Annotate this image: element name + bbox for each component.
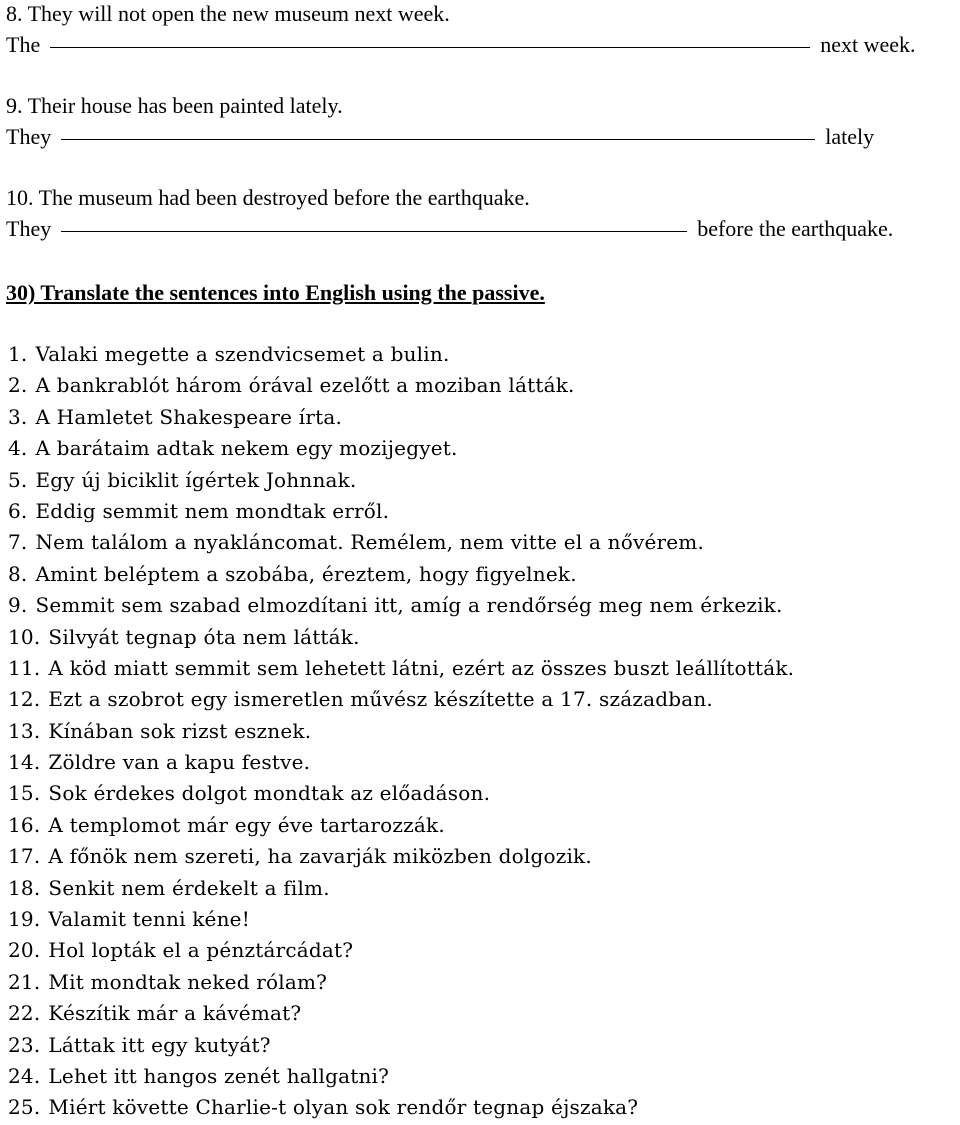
fill-in-start: The <box>6 32 41 57</box>
list-item <box>8 717 794 748</box>
translation-list <box>8 340 794 1125</box>
item-text: Ezt a szobrot egy ismeretlen művész készítette a 17. században. <box>48 687 713 712</box>
list-item <box>8 497 794 528</box>
item-text: A bankrablót három órával ezelőtt a moziban látták. <box>35 373 575 398</box>
item-text: Valaki megette a szendvicsemet a bulin. <box>35 342 450 366</box>
item-number: 6. <box>8 498 28 523</box>
item-text: Miért követte Charlie-t olyan sok rendőr tegnap éjszaka? <box>48 1095 639 1120</box>
item-number: 12. <box>8 687 41 712</box>
item-number: 21. <box>8 969 41 994</box>
item-number: 3. <box>8 404 28 429</box>
item-text: Amint beléptem a szobába, éreztem, hogy figyelnek. <box>35 561 577 586</box>
item-text: A Hamletet Shakespeare írta. <box>35 404 343 429</box>
answer-blank[interactable] <box>50 47 810 48</box>
item-text: Nem találom a nyakláncomat. Remélem, nem vitte el a nővérem. <box>35 530 705 555</box>
item-text: A főnök nem szereti, ha zavarják miközben dolgozik. <box>48 844 592 869</box>
item-number: 24. <box>8 1063 41 1088</box>
fill-in-start: They <box>6 124 52 149</box>
list-item <box>8 340 794 371</box>
list-item <box>8 434 794 465</box>
list-item <box>8 748 794 779</box>
item-text: Láttak itt egy kutyát? <box>48 1032 271 1057</box>
item-text: Kínában sok rizst esznek. <box>48 718 312 743</box>
exercise-sentence: 10. The museum had been destroyed before the earthquake. <box>6 185 530 210</box>
item-text: Lehet itt hangos zenét hallgatni? <box>48 1063 390 1088</box>
list-item <box>8 560 794 591</box>
list-item <box>8 1031 794 1062</box>
item-number: 2. <box>8 373 28 398</box>
list-item <box>8 654 794 685</box>
list-item <box>8 811 794 842</box>
item-number: 14. <box>8 750 41 775</box>
item-number: 18. <box>8 875 41 900</box>
answer-blank[interactable] <box>61 139 815 140</box>
item-text: A templomot már egy éve tartarozzák. <box>48 812 445 837</box>
list-item <box>8 1093 794 1124</box>
item-number: 19. <box>8 907 41 932</box>
item-number: 20. <box>8 938 41 963</box>
list-item <box>8 371 794 402</box>
item-text: Semmit sem szabad elmozdítani itt, amíg a rendőrség meg nem érkezik. <box>35 593 783 618</box>
list-item <box>8 466 794 497</box>
item-number: 10. <box>8 624 41 649</box>
item-text: Silvyát tegnap óta nem látták. <box>48 624 360 649</box>
item-number: 9. <box>8 593 28 618</box>
list-item <box>8 528 794 559</box>
item-number: 5. <box>8 467 28 492</box>
item-number: 11. <box>8 655 41 680</box>
item-text: Készítik már a kávémat? <box>48 1001 302 1026</box>
item-number: 15. <box>8 781 41 806</box>
item-number: 17. <box>8 844 41 869</box>
list-item <box>8 874 794 905</box>
list-item <box>8 685 794 716</box>
section-heading: 30) Translate the sentences into English using the passive. <box>6 280 545 305</box>
item-text: Sok érdekes dolgot mondtak az előadáson. <box>48 781 491 806</box>
answer-blank[interactable] <box>61 231 687 232</box>
list-item <box>8 779 794 810</box>
list-item <box>8 591 794 622</box>
item-number: 13. <box>8 718 41 743</box>
list-item <box>8 623 794 654</box>
fill-in-row <box>6 123 960 151</box>
item-text: A barátaim adtak nekem egy mozijegyet. <box>35 436 458 461</box>
list-item <box>8 905 794 936</box>
item-number: 23. <box>8 1032 41 1057</box>
item-text: Egy új biciklit ígértek Johnnak. <box>35 467 357 492</box>
item-text: Valamit tenni kéne! <box>48 907 250 932</box>
list-item <box>8 1062 794 1093</box>
exercise-sentence: 8. They will not open the new museum next week. <box>6 1 450 26</box>
list-item <box>8 936 794 967</box>
list-item <box>8 999 794 1030</box>
item-number: 8. <box>8 561 28 586</box>
item-number: 1. <box>8 342 28 366</box>
fill-in-start: They <box>6 216 52 241</box>
item-number: 4. <box>8 436 28 461</box>
fill-in-end: before the earthquake. <box>697 216 894 241</box>
item-text: Zöldre van a kapu festve. <box>48 750 311 775</box>
item-number: 16. <box>8 812 41 837</box>
item-text: Mit mondtak neked rólam? <box>48 969 328 994</box>
item-text: A köd miatt semmit sem lehetett látni, ezért az összes buszt leállították. <box>48 655 795 680</box>
item-text: Eddig semmit nem mondtak erről. <box>35 498 390 523</box>
fill-in-end: lately <box>825 124 875 149</box>
item-number: 25. <box>8 1095 41 1120</box>
fill-in-end: next week. <box>820 32 916 57</box>
item-text: Senkit nem érdekelt a film. <box>48 875 330 900</box>
list-item <box>8 968 794 999</box>
fill-in-row <box>6 215 960 243</box>
fill-in-row <box>6 31 960 59</box>
list-item <box>8 842 794 873</box>
item-number: 22. <box>8 1001 41 1026</box>
item-text: Hol lopták el a pénztárcádat? <box>48 938 354 963</box>
exercise-sentence: 9. Their house has been painted lately. <box>6 93 343 118</box>
item-number: 7. <box>8 530 28 555</box>
list-item <box>8 403 794 434</box>
